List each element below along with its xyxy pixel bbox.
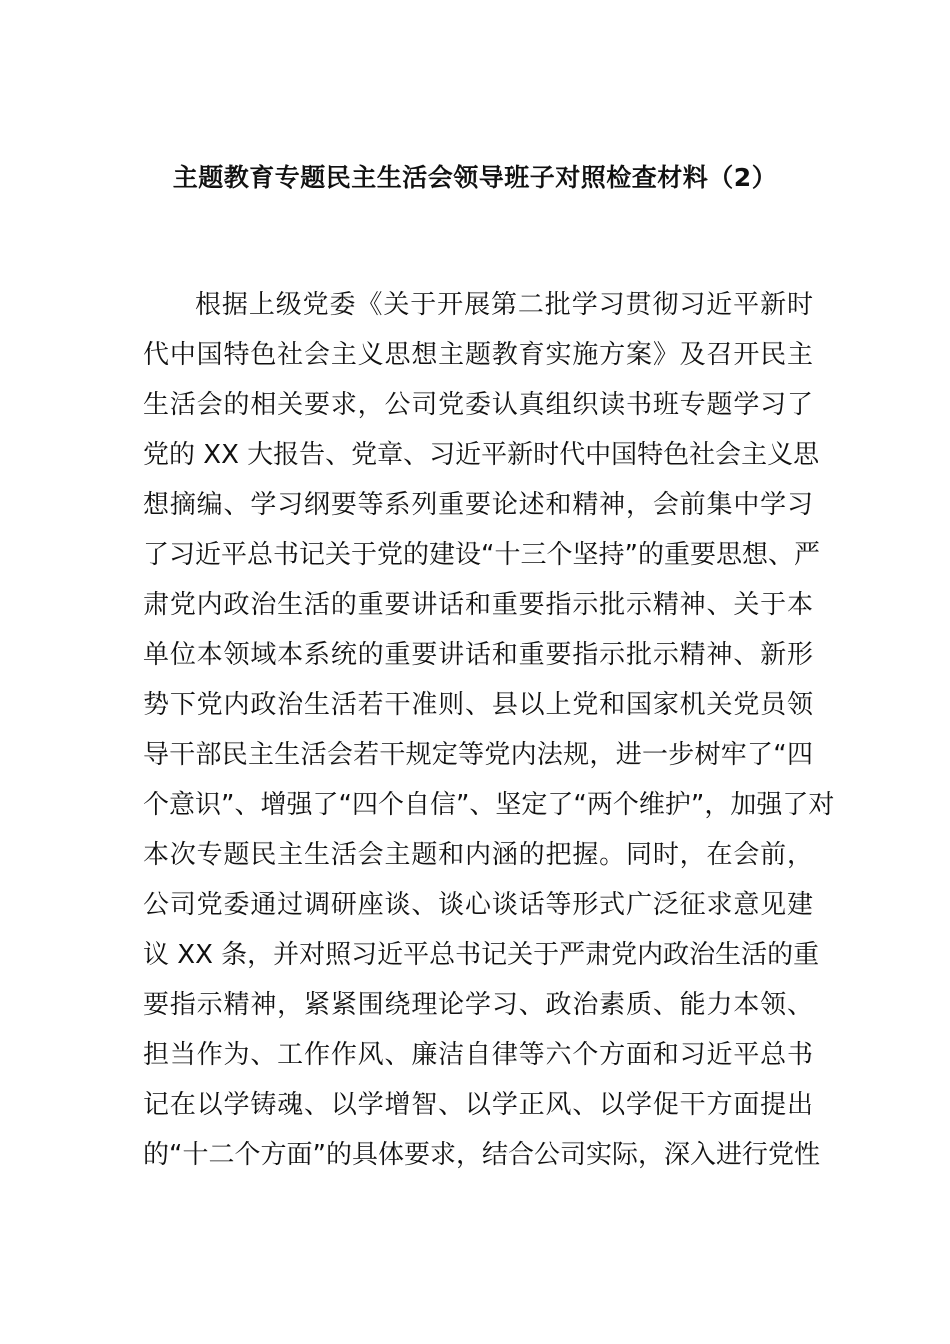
paragraph-line: 根据上级党委《关于开展第二批学习贯彻习近平新时 <box>195 290 813 320</box>
paragraph-line: 生活会的相关要求，公司党委认真组织读书班专题学习了 <box>143 390 813 420</box>
document-title: 主题教育专题民主生活会领导班子对照检查材料（2） <box>172 163 778 192</box>
paragraph-line: 公司党委通过调研座谈、谈心谈话等形式广泛征求意见建 <box>143 890 813 920</box>
paragraph-line: 势下党内政治生活若干准则、县以上党和国家机关党员领 <box>143 690 813 720</box>
paragraph-line: 导干部民主生活会若干规定等党内法规，进一步树牢了“四 <box>143 740 813 770</box>
paragraph-line: 代中国特色社会主义思想主题教育实施方案》及召开民主 <box>143 340 813 370</box>
paragraph-line: 担当作为、工作作风、廉洁自律等六个方面和习近平总书 <box>143 1040 813 1070</box>
paragraph-line: 单位本领域本系统的重要讲话和重要指示批示精神、新形 <box>143 640 813 670</box>
paragraph-line: 想摘编、学习纲要等系列重要论述和精神，会前集中学习 <box>143 490 813 520</box>
paragraph-line: 本次专题民主生活会主题和内涵的把握。同时，在会前， <box>143 840 813 870</box>
paragraph-line: 记在以学铸魂、以学增智、以学正风、以学促干方面提出 <box>143 1090 813 1120</box>
paragraph-line: 了习近平总书记关于党的建设“十三个坚持”的重要思想、严 <box>143 540 820 570</box>
paragraph-line: 要指示精神，紧紧围绕理论学习、政治素质、能力本领、 <box>143 990 813 1020</box>
paragraph-line: 党的 XX 大报告、党章、习近平新时代中国特色社会主义思 <box>143 440 820 470</box>
body-paragraph <box>143 280 835 1180</box>
paragraph-line: 个意识”、增强了“四个自信”、坚定了“两个维护”，加强了对 <box>143 790 835 820</box>
paragraph-line: 议 XX 条，并对照习近平总书记关于严肃党内政治生活的重 <box>143 940 820 970</box>
paragraph-line: 肃党内政治生活的重要讲话和重要指示批示精神、关于本 <box>143 590 813 620</box>
paragraph-line: 的“十二个方面”的具体要求，结合公司实际，深入进行党性 <box>143 1140 820 1170</box>
